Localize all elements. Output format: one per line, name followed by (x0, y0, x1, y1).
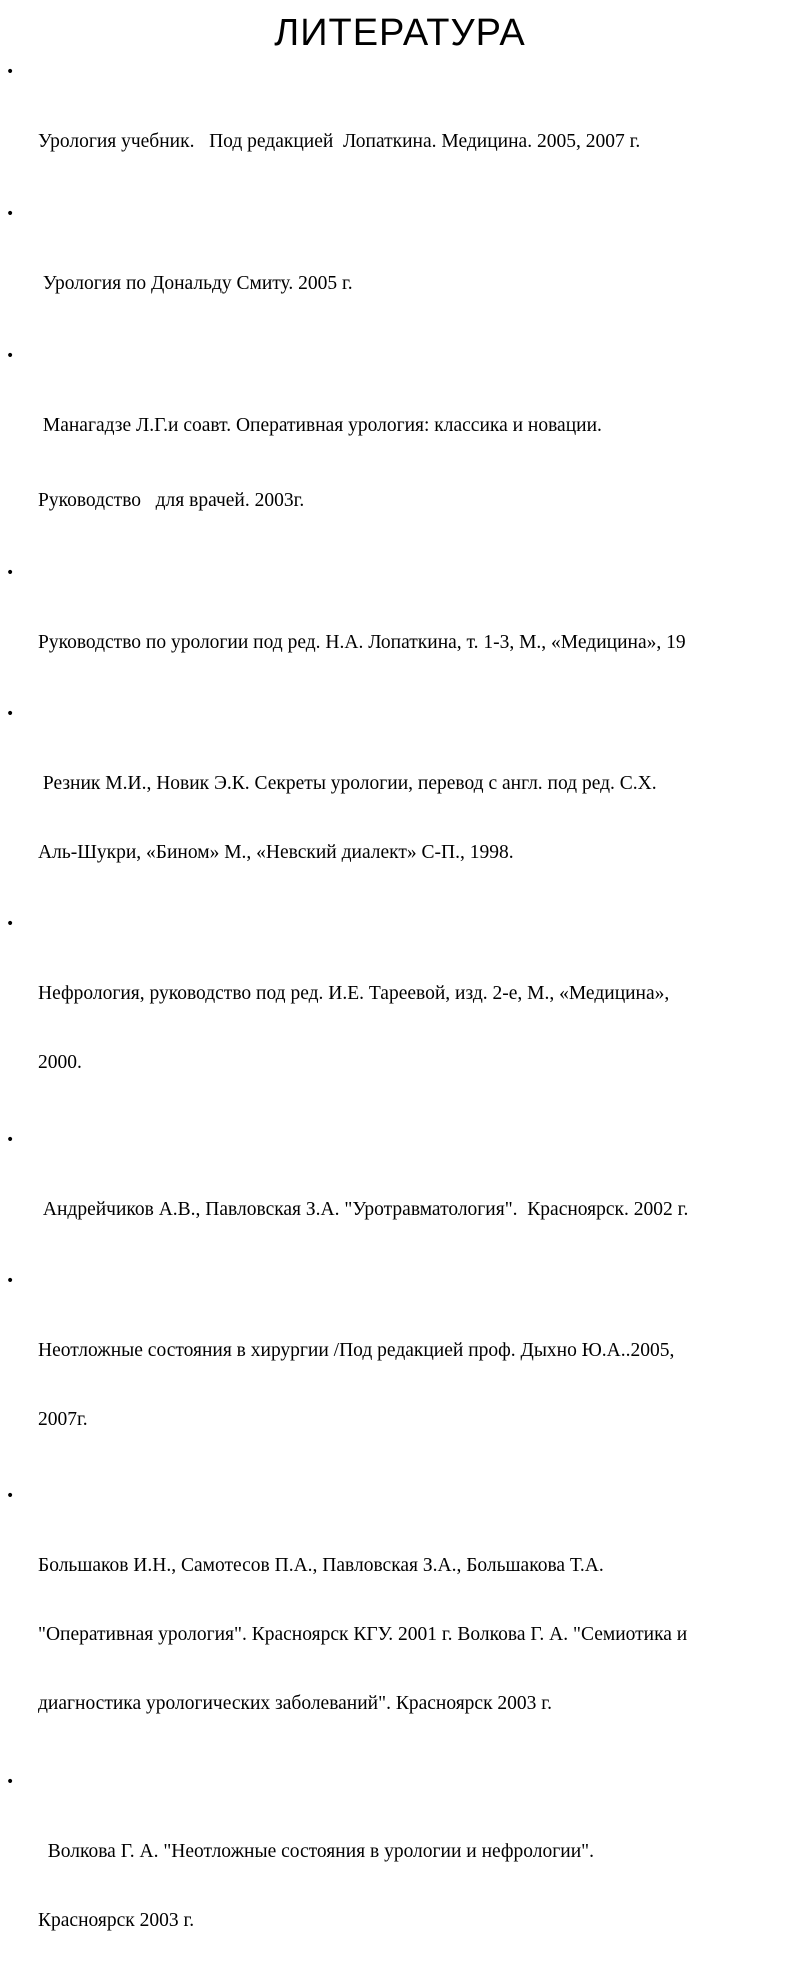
reference-text: Урология учебник. Под редакцией Лопаткина. Медицина. 2005, 2007 г. (38, 131, 641, 152)
reference-list (0, 61, 800, 1978)
reference-text: Нефрология, руководство под ред. И.Е. Тареевой, изд. 2-е, М., «Медицина», (38, 983, 670, 1004)
bullet-icon: • (6, 348, 15, 364)
bullet-icon: • (6, 64, 15, 80)
reference-text: Волкова Г. А. "Неотложные состояния в урологии и нефрологии". (38, 1841, 594, 1862)
bullet-icon: • (6, 1488, 15, 1504)
reference-text: Резник М.И., Новик Э.К. Секреты урологии, перевод с англ. под ред. С.Х. (38, 773, 657, 794)
reference-text-continued: Красноярск 2003 г. (38, 1910, 195, 1931)
reference-text-continued: Руководство для врачей. 2003г. (38, 490, 305, 511)
bullet-icon: • (6, 565, 15, 581)
page-title: ЛИТЕРАТУРА (274, 12, 526, 54)
list-item (0, 703, 800, 910)
list-item (0, 345, 800, 558)
list-item (0, 203, 800, 341)
list-item (0, 562, 800, 700)
reference-text-continued: 2000. (38, 1052, 82, 1073)
list-item (0, 1129, 800, 1267)
reference-text: Урология по Дональду Смиту. 2005 г. (38, 273, 353, 294)
reference-text-continued: "Оперативная урология". Красноярск КГУ. 2001 г. Волкова Г. А. "Семиотика и (38, 1624, 688, 1645)
list-item (0, 913, 800, 1120)
bullet-icon: • (6, 1774, 15, 1790)
reference-text: Руководство по урологии под ред. Н.А. Лопаткина, т. 1-3, М., «Медицина», 19 (38, 632, 686, 653)
list-item (0, 1485, 800, 1761)
bullet-icon: • (6, 916, 15, 932)
reference-text: Манагадзе Л.Г.и соавт. Оперативная урология: классика и новации. (38, 415, 602, 436)
list-item (0, 61, 800, 199)
list-item (0, 1771, 800, 1978)
list-item (0, 1270, 800, 1477)
reference-text-continued: 2007г. (38, 1409, 88, 1430)
bullet-icon: • (6, 206, 15, 222)
bullet-icon: • (6, 1273, 15, 1289)
reference-text: Большаков И.Н., Самотесов П.А., Павловская З.А., Большакова Т.А. (38, 1555, 604, 1576)
reference-text-continued: диагностика урологических заболеваний". Красноярск 2003 г. (38, 1693, 552, 1714)
reference-text: Андрейчиков А.В., Павловская З.А. "Уротравматология". Красноярск. 2002 г. (38, 1199, 689, 1220)
reference-text: Неотложные состояния в хирургии /Под редакцией проф. Дыхно Ю.А..2005, (38, 1340, 675, 1361)
reference-text-continued: Аль-Шукри, «Бином» М., «Невский диалект» С-П., 1998. (38, 842, 514, 863)
bullet-icon: • (6, 1132, 15, 1148)
bullet-icon: • (6, 706, 15, 722)
